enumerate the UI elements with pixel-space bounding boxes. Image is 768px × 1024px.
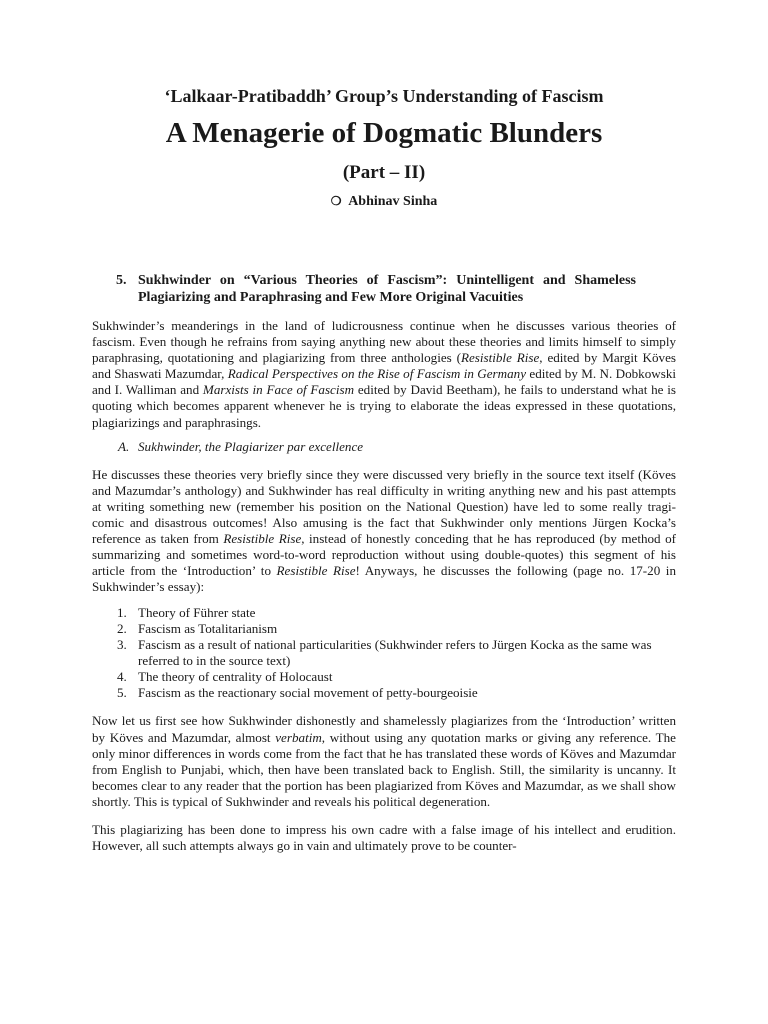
list-item	[92, 637, 676, 669]
article-part: (Part – II)	[342, 162, 426, 183]
list-item-number: 5.	[117, 685, 127, 701]
paragraph-1	[92, 318, 676, 431]
theories-list	[92, 605, 676, 701]
para1-text-c: , edited by Margit Köves and Shaswati Mazumdar,	[92, 350, 676, 382]
para2-italic-b: Resistible Rise	[223, 531, 302, 547]
list-item-text: Fascism as Totalitarianism	[138, 621, 278, 637]
para3-italic-b: verbatim	[275, 729, 322, 745]
list-item	[92, 669, 676, 685]
section-heading	[116, 272, 636, 306]
list-item-number: 1.	[117, 605, 127, 621]
para3-text-a: Now let us first see how Sukhwinder dishonestly and shamelessly plagiarizes from the ‘Introduction’ written by Köves and Mazumdar, almost	[92, 713, 676, 745]
para2-text-c: , instead of honestly conceding that he has reproduced (by method of summarizing and sometimes word-to-word reproduction without using double-quotes) this segment of his article from the ‘Introduction’ to	[92, 531, 676, 579]
paragraph-4	[92, 822, 676, 854]
article-kicker: ‘Lalkaar-Pratibaddh’ Group’s Understanding of Fascism	[164, 86, 604, 106]
author-line	[92, 194, 676, 210]
para1-italic-d: Radical Perspectives on the Rise of Fascism in Germany	[227, 366, 527, 382]
para2-italic-d: Resistible Rise	[276, 563, 356, 579]
section-heading-text: Sukhwinder on “Various Theories of Fascism”: Unintelligent and Shameless Plagiarizing and Paraphrasing and Few More Original Vacuities	[138, 273, 636, 305]
para3-text-c: , without using any quotation marks or giving any reference. The only minor differences in words come from the fact that he has translated these words of Köves and Mazumdar from English to Punjabi, which, then have been translated back to English. Still, the similarity is uncanny. It becomes clear to any reader that the portion has been plagiarized from Köves and Mazumdar, as we shall show shortly. This is typical of Sukhwinder and reveals his political degeneration.	[92, 729, 676, 809]
list-item-text: Fascism as the reactionary social movement of petty-bourgeoisie	[138, 685, 478, 701]
subsection-letter: A.	[118, 438, 130, 454]
author-name: Abhinav Sinha	[348, 194, 438, 209]
list-item-number: 4.	[117, 669, 127, 685]
list-item-text: Theory of Führer state	[138, 605, 256, 621]
circle-bullet-icon: ❍	[330, 194, 342, 208]
list-item-number: 2.	[117, 621, 127, 637]
list-item	[92, 621, 676, 637]
para2-text-e: ! Anyways, he discusses the following (page no. 17-20 in Sukhwinder’s essay):	[92, 563, 676, 595]
para2-text-a: He discusses these theories very briefly since they were discussed very briefly in the source text itself (Köves and Mazumdar’s anthology) and Sukhwinder has real difficulty in writing anything new and his past attempts at writing something new (remember his position on the National Question) have led to some really tragi-comic and disastrous outcomes! Also amusing is the fact that Sukhwinder only mentions Jürgen Kocka’s reference as taken from	[92, 466, 676, 547]
para1-text-g: edited by David Beetham), he fails to understand what he is quoting which becomes apparent whenever he is trying to elaborate the ideas expressed in these quotations, plagiarizings and paraphrasings.	[92, 382, 676, 430]
paragraph-3	[92, 713, 676, 810]
subsection-heading	[118, 439, 676, 455]
section-number: 5.	[116, 273, 127, 288]
list-item-number: 3.	[117, 637, 127, 653]
article-title: A Menagerie of Dogmatic Blunders	[165, 117, 603, 149]
para1-text-a: Sukhwinder’s meanderings in the land of ludicrousness continue when he discusses various theories of fascism. Even though he refrains from saying anything new about these theories and limits himself to simply paraphrasing, quotationing and plagiarizing from three anthologies (	[92, 318, 676, 366]
subsection-heading-text: Sukhwinder, the Plagiarizer par excellence	[138, 438, 364, 454]
paragraph-2	[92, 467, 676, 596]
para4-text-a: This plagiarizing has been done to impress his own cadre with a false image of his intellect and erudition. However, all such attempts always go in vain and ultimately prove to be counter-	[92, 821, 676, 854]
para1-italic-f: Marxists in Face of Fascism	[202, 382, 355, 398]
list-item-text: Fascism as a result of national particularities (Sukhwinder refers to Jürgen Kocka as the same was referred to in the source text)	[138, 637, 652, 669]
para1-italic-b: Resistible Rise	[460, 350, 540, 366]
list-item	[92, 605, 676, 621]
para1-text-e: edited by M. N. Dobkowski and I. Walliman and	[92, 366, 677, 398]
list-item	[92, 685, 676, 701]
list-item-text: The theory of centrality of Holocaust	[138, 669, 333, 685]
